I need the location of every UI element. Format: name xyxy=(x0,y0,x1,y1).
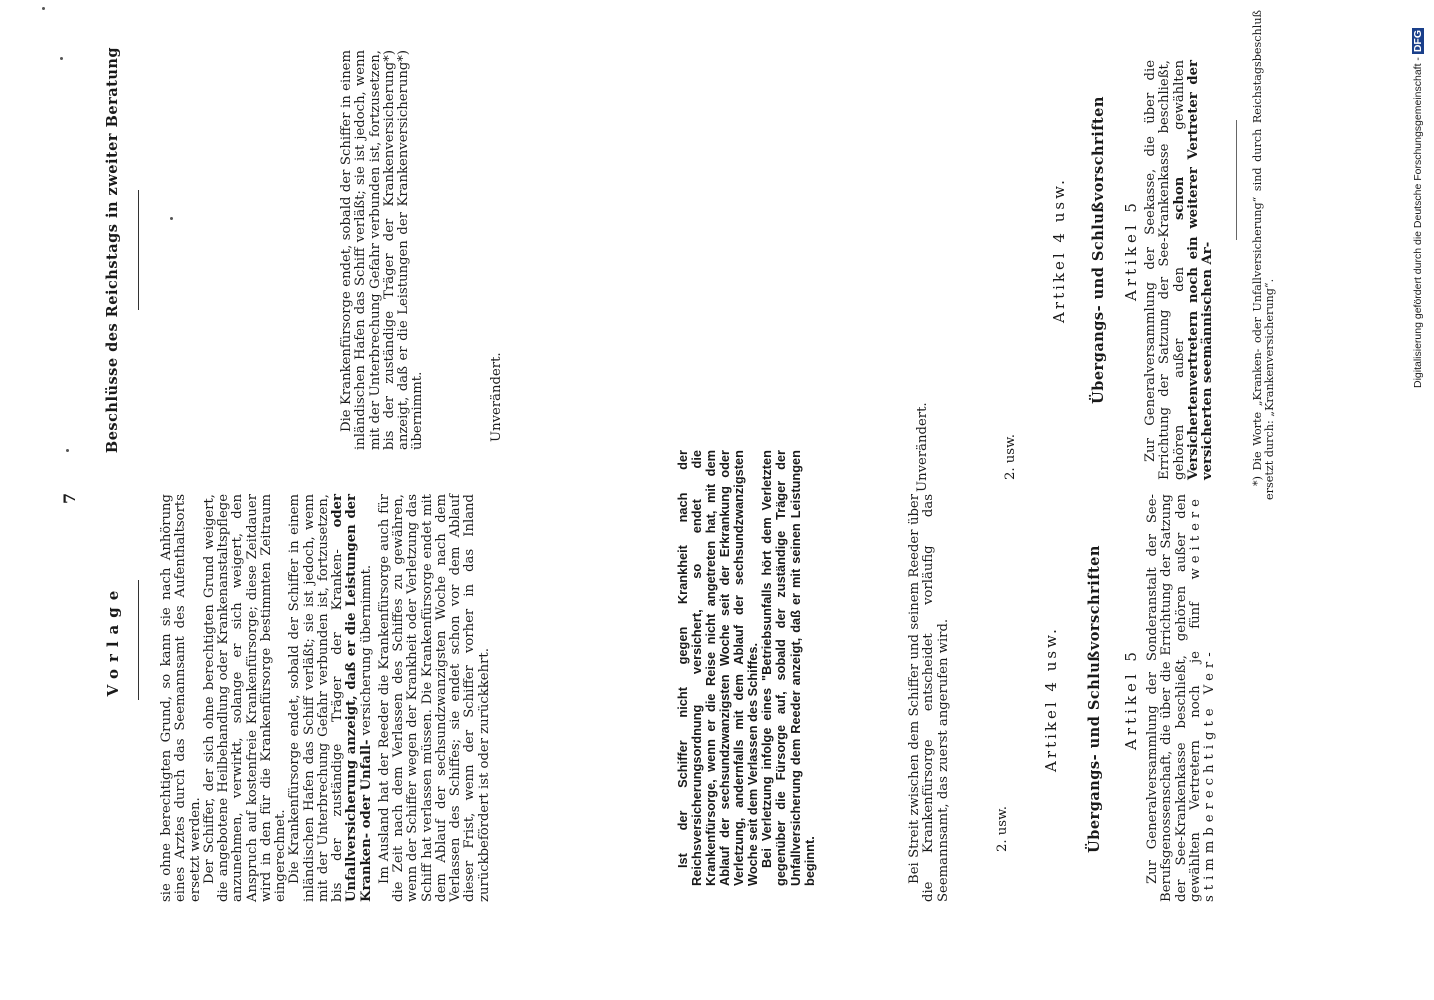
left-heading-rule xyxy=(138,580,139,700)
left-para-2: Der Schiffer, der sich ohne berechtigten Grund weigert, die angebotene Heilbehandlung oder Krankenanstaltspflege anzunehmen, verwirkt, solange er sich weigert, den Anspruch auf kostenfreie Krankenfürsorge; diese Zeitdauer wird in den für die Krankenfürsorge bestimmten Zeitraum eingerechnet. xyxy=(201,494,288,902)
right-unverandert-2: Unverändert. xyxy=(915,402,930,492)
scan-speck xyxy=(66,449,69,452)
dfg-attribution-text: Digitalisierung gefördert durch die Deutsche Forschungsgemeinschaft - xyxy=(1412,54,1424,388)
right-footnote: *) Die Worte „Kranken- oder Unfallversicherung“ sind durch Reichstagsbeschluß ersetzt durch: „Krankenversicherung“. xyxy=(1251,10,1277,500)
dfg-attribution xyxy=(1408,8,1428,388)
left-section-title: Übergangs- und Schlußvorschriften xyxy=(1086,545,1103,853)
left-heading: Vorlage xyxy=(104,583,122,697)
right-section-title: Übergangs- und Schlußvorschriften xyxy=(1090,96,1107,404)
left-artikel-5: Artikel 5 xyxy=(1122,648,1140,750)
left-para-6-spaced: weitere stimmberechtigte Ver- xyxy=(1187,494,1217,902)
right-artikel-5: Artikel 5 xyxy=(1122,199,1140,301)
right-para-2: Zur Generalversammlung der Seekasse, die über die Errichtung der Satzung der See-Krankenkasse beschließt, gehören außer den schon gewählten Versichertenvertretern noch ein weiterer Vertreter der versicherten seemännischen Ar- xyxy=(1143,60,1215,480)
scan-speck xyxy=(170,217,173,220)
right-heading: Beschlüsse des Reichstags in zweiter Beratung xyxy=(104,46,121,454)
left-text-block xyxy=(160,494,492,902)
left-para-3-bold: oder Unfallversicherung anzeigt, daß er die Leistungen der Kranken- oder Unfall- xyxy=(330,494,374,902)
left-para-6: Zur Generalversammlung der Sonderanstalt der See-Berufsgenossenschaft, die über die Errichtung der Satzung der See-Krankenkasse beschließt, gehören außer den gewählten Vertretern noch je fünf weitere stimmberechtigte Ver- xyxy=(1145,494,1217,902)
left-artikel-4: Artikel 4 usw. xyxy=(1042,626,1060,772)
right-artikel-4: Artikel 4 usw. xyxy=(1050,177,1068,323)
right-bold-block xyxy=(676,450,817,886)
footnote-rule xyxy=(1236,120,1237,240)
left-item-2: 2. usw. xyxy=(995,806,1010,852)
right-para-2-bold: Versichertenvertretern noch ein weiterer Vertreter der versicherten seemännischen Ar- xyxy=(1185,60,1215,480)
page-number: 7 xyxy=(60,492,79,504)
right-bold-para-2: Bei Verletzung infolge eines "Betriebsunfalls hört dem Verletzten gegenüber die Fürsorge auf, sobald der zuständige Träger der Unfallversicherung dem Reeder anzeigt, daß er mit seinen Leistungen beginnt. xyxy=(759,450,817,886)
scan-speck xyxy=(42,7,45,10)
left-para-4: Im Ausland hat der Reeder die Krankenfürsorge auch für die Zeit nach dem Verlassen des Schiffes zu gewähren, wenn der Schiffer wegen der Krankheit oder Verletzung das Schiff hat verlassen müssen. Die Krankenfürsorge endet mit dem Ablauf der sechsundzwanzigsten Woche nach dem Verlassen des Schiffes; sie endet schon vor dem Ablauf dieser Frist, wenn der Schiffer vorher in das Inland zurückbefördert ist oder zurückkehrt. xyxy=(376,494,492,902)
left-para-3: Die Krankenfürsorge endet, sobald der Schiffer in einem inländischen Hafen das Schiff verläßt; sie ist jedoch, wenn mit der Unterbrechung Gefahr verbunden ist, fortzusetzen, bis der zuständige Träger der Kranken- oder Unfallversicherung anzeigt, daß er die Leistungen der Kranken- oder Unfall- versicherung übernimmt. xyxy=(287,494,374,902)
left-para-1: sie ohne berechtigten Grund, so kann sie nach Anhörung eines Arztes durch das Seemannsamt des Aufenthaltsorts ersetzt werden. xyxy=(159,494,203,902)
right-para-1: Die Krankenfürsorge endet, sobald der Schiffer in einem inländischen Hafen das Schiff verläßt; sie ist jedoch, wenn mit der Unterbrechung Gefahr verbunden ist, fortzusetzen, bis der zuständige Träger der Krankenversicherung*) anzeigt, daß er die Leistungen der Krankenversicherung*) übernimmt. xyxy=(339,50,426,450)
dfg-logo: DFG xyxy=(1412,29,1424,53)
left-para-5: Bei Streit zwischen dem Schiffer und seinem Reeder über die Krankenfürsorge entscheidet vorläufig das Seemannsamt, das zuerst angerufen wird. xyxy=(907,494,951,902)
scan-speck xyxy=(60,57,63,60)
right-unverandert-1: Unverändert. xyxy=(489,352,504,442)
right-heading-rule xyxy=(138,190,139,310)
right-bold-para-1: Ist der Schiffer nicht gegen Krankheit nach der Reichsversicherungsordnung versichert, so endet die Krankenfürsorge, wenn er die Reise nicht angetreten hat, mit dem Ablauf der sechsundzwanzigsten Woche seit der Erkrankung oder Verletzung, andernfalls mit dem Ablauf der sechsundzwanzigsten Woche seit dem Verlassen des Schiffes. xyxy=(675,450,761,886)
right-para-2-bold-schon: schon xyxy=(1171,176,1187,221)
right-item-2: 2. usw. xyxy=(1003,434,1018,480)
